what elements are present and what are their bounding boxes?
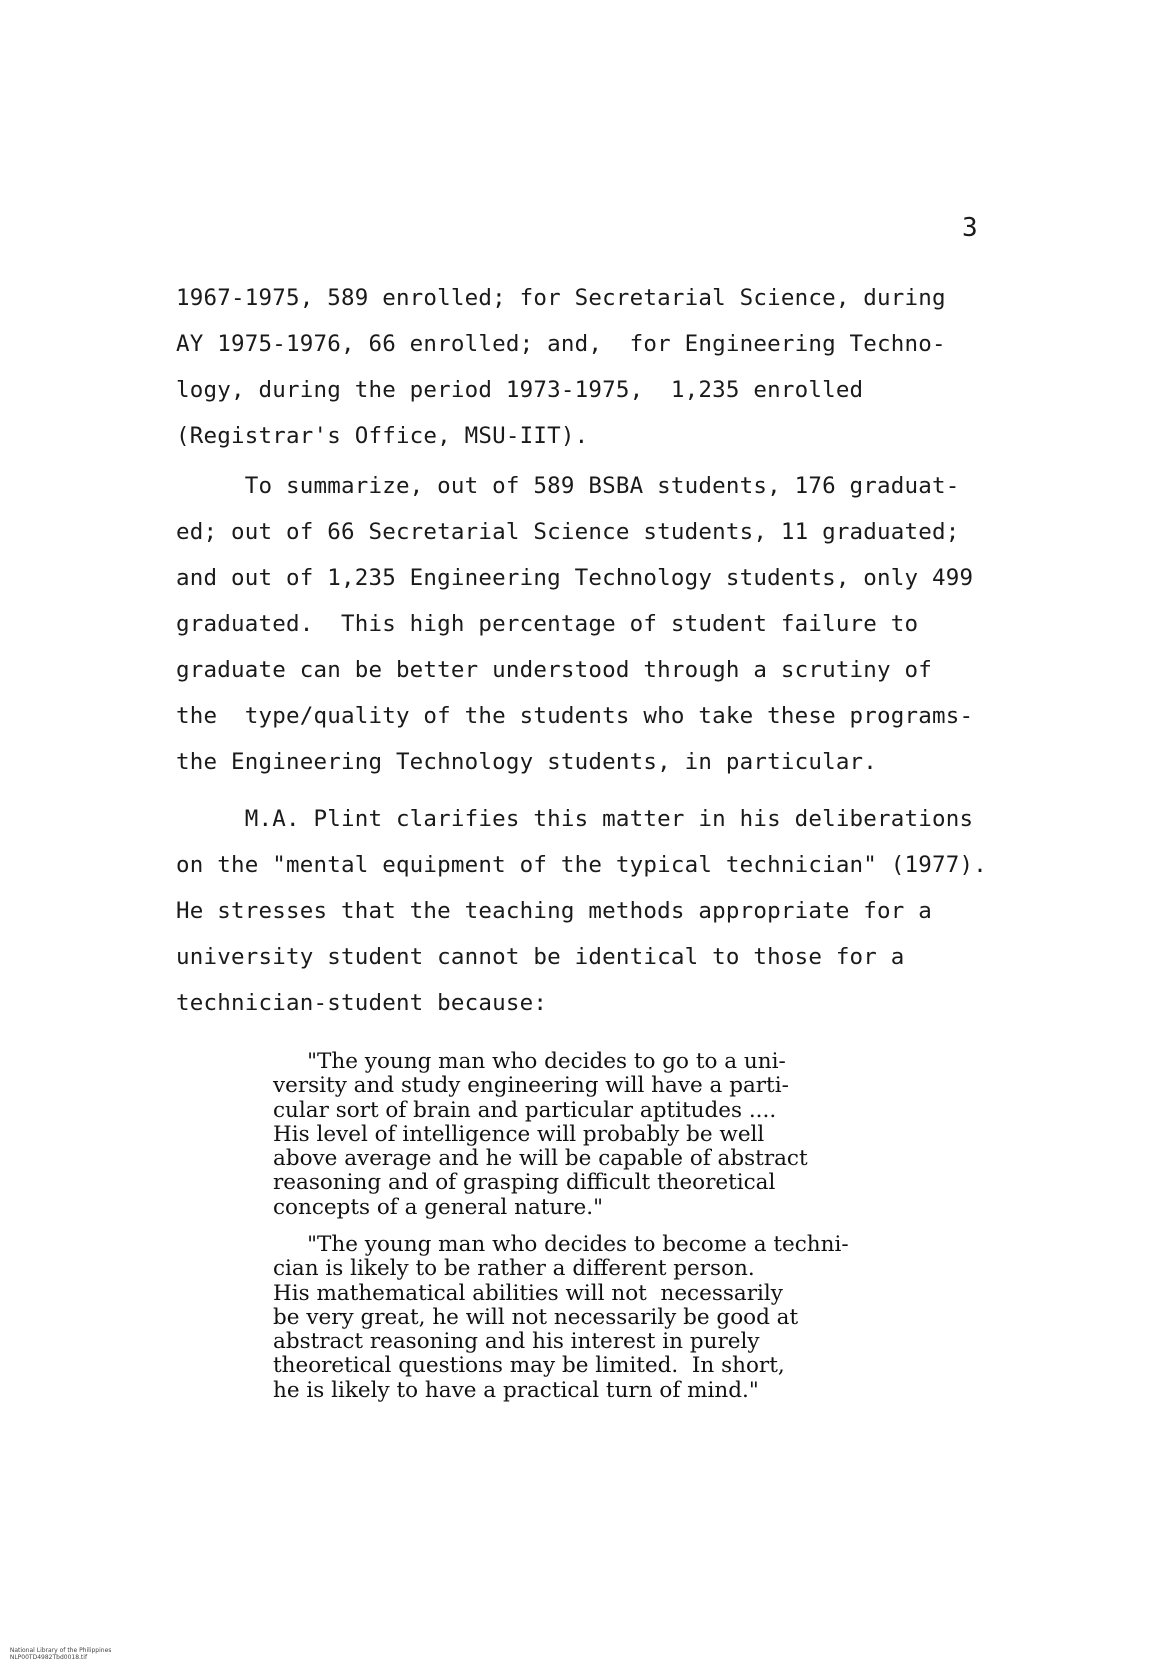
quote-line: "The young man who decides to become a techni- (273, 1232, 849, 1257)
footer-file-id: NLP00TD4982Tbd0018.tif (9, 1654, 88, 1661)
text-line: the Engineering Technology students, in particular. (176, 749, 878, 775)
text-line: graduate can be better understood through a scrutiny of (176, 657, 933, 683)
quote-line: "The young man who decides to go to a uni- (273, 1049, 786, 1074)
text-line: 1967-1975, 589 enrolled; for Secretarial Science, during (176, 285, 946, 311)
quote-line: reasoning and of grasping difficult theoretical (273, 1170, 776, 1196)
quote-line: versity and study engineering will have a parti- (273, 1073, 789, 1099)
quote-line: above average and he will be capable of abstract (273, 1146, 808, 1172)
quote-line: be very great, he will not necessarily be good at (273, 1304, 799, 1330)
quote-line: cian is likely to be rather a different person. (273, 1256, 755, 1282)
paragraph-enrollment-figures (176, 275, 1036, 459)
text-line: ed; out of 66 Secretarial Science students, 11 graduated; (176, 519, 960, 545)
text-line: graduated. This high percentage of student failure to (176, 611, 919, 637)
text-line: university student cannot be identical to those for a (176, 944, 905, 970)
text-line: on the "mental equipment of the typical technician" (1977). (176, 852, 988, 878)
page-number: 3 (962, 213, 978, 243)
text-line: AY 1975-1976, 66 enrolled; and, for Engineering Techno- (176, 331, 946, 357)
paragraph-plint (176, 796, 1036, 1026)
text-line: He stresses that the teaching methods appropriate for a (176, 898, 933, 924)
block-quote-university-student (273, 1050, 993, 1220)
quote-line: he is likely to have a practical turn of mind." (273, 1377, 759, 1403)
quote-line: concepts of a general nature." (273, 1194, 603, 1220)
text-line: the type/quality of the students who take these programs- (176, 703, 974, 729)
quote-line: cular sort of brain and particular aptitudes .... (273, 1097, 777, 1123)
quote-line: His mathematical abilities will not necessarily (273, 1280, 783, 1306)
text-line: M.A. Plint clarifies this matter in his deliberations (176, 806, 974, 832)
text-line: logy, during the period 1973-1975, 1,235 enrolled (176, 377, 864, 403)
quote-line: His level of intelligence will probably be well (273, 1121, 765, 1147)
text-line: (Registrar's Office, MSU-IIT). (176, 423, 589, 449)
paragraph-summary (176, 463, 1036, 785)
quote-line: theoretical questions may be limited. In short, (273, 1353, 785, 1379)
text-line: To summarize, out of 589 BSBA students, 176 graduat- (176, 473, 960, 499)
block-quote-technician (273, 1233, 993, 1403)
text-line: technician-student because: (176, 990, 548, 1016)
quote-line: abstract reasoning and his interest in purely (273, 1329, 760, 1355)
text-line: and out of 1,235 Engineering Technology students, only 499 (176, 565, 974, 591)
footer-library-name: National Library of the Philippines (9, 1647, 112, 1654)
